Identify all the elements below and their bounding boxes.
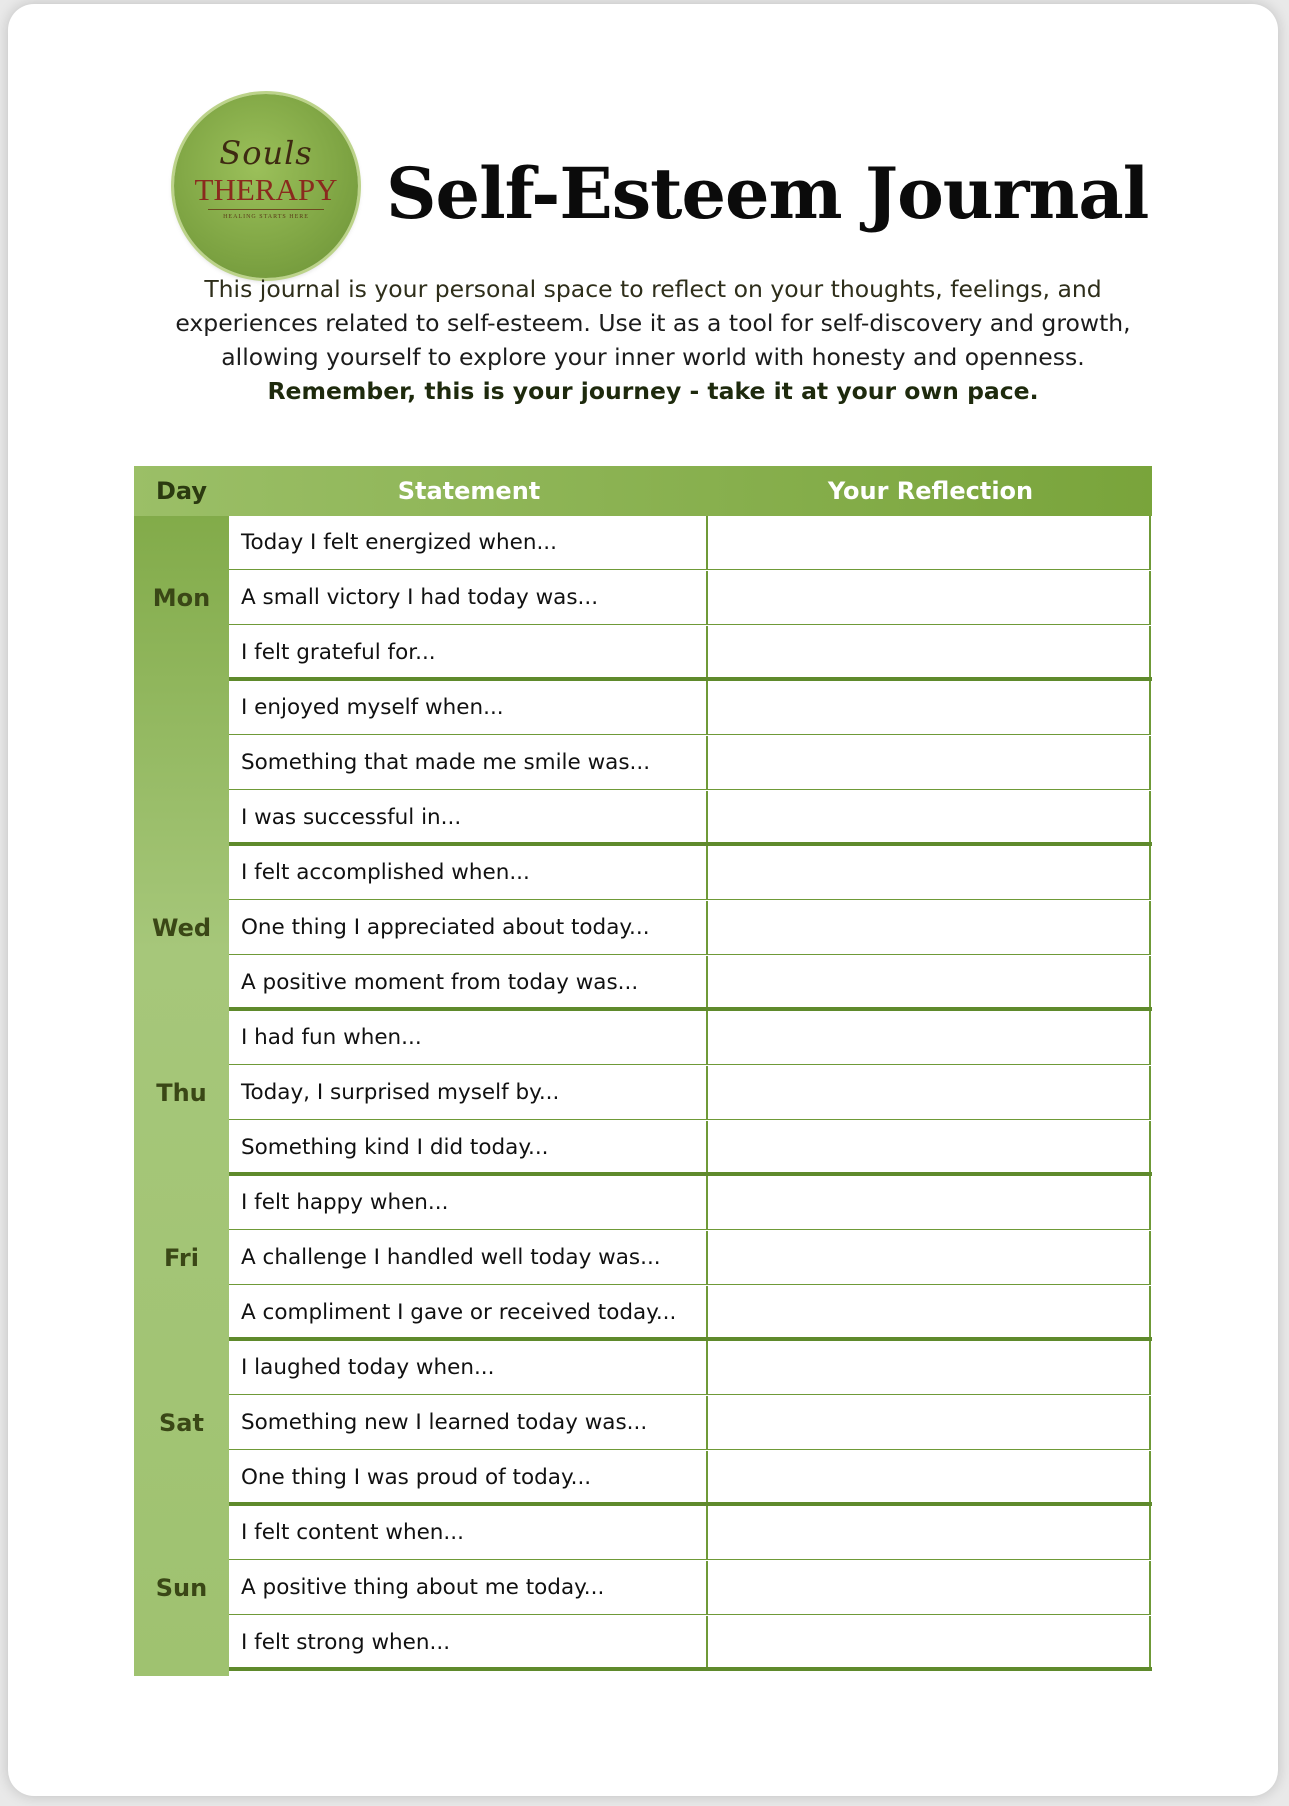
table-row (229, 846, 1152, 901)
day-label: Thu (156, 1079, 207, 1107)
statement-cell: A challenge I handled well today was... (229, 1231, 708, 1285)
logo-tagline: HEALING STARTS HERE (223, 214, 309, 220)
souls-therapy-logo (174, 94, 358, 278)
reflection-cell[interactable] (708, 1616, 1151, 1670)
reflection-cell[interactable] (708, 626, 1151, 680)
day-group (134, 846, 1152, 1011)
day-label: Sun (155, 1574, 208, 1602)
statement-cell: I was successful in... (229, 791, 708, 845)
statement-cell: A positive moment from today was... (229, 956, 708, 1010)
statement-cell: A positive thing about me today... (229, 1561, 708, 1615)
reflection-cell[interactable] (708, 1176, 1151, 1230)
reflection-cell[interactable] (708, 1451, 1151, 1505)
reflection-cell[interactable] (708, 1066, 1151, 1120)
journal-table (134, 466, 1152, 1676)
table-row (229, 1506, 1152, 1561)
table-row (229, 1616, 1152, 1671)
table-row (229, 681, 1152, 736)
intro-line-1: This journal is your personal space to reflect on your thoughts, feelings, and (204, 275, 1102, 303)
day-group (134, 1506, 1152, 1671)
reflection-cell[interactable] (708, 1231, 1151, 1285)
statement-cell: I enjoyed myself when... (229, 681, 708, 735)
statement-cell: Something that made me smile was... (229, 736, 708, 790)
statement-cell: I laughed today when... (229, 1341, 708, 1395)
intro-emphasis: Remember, this is your journey - take it at your own pace. (267, 377, 1039, 405)
table-row (229, 1121, 1152, 1176)
table-row (229, 1066, 1152, 1121)
logo-divider (208, 209, 324, 210)
statement-cell: Something new I learned today was... (229, 1396, 708, 1450)
table-row (229, 1176, 1152, 1231)
day-label (134, 681, 229, 846)
reflection-cell[interactable] (708, 1396, 1151, 1450)
reflection-cell[interactable] (708, 1561, 1151, 1615)
statement-cell: Today I felt energized when... (229, 516, 708, 570)
table-row (229, 626, 1152, 681)
reflection-cell[interactable] (708, 1011, 1151, 1065)
table-row (229, 1341, 1152, 1396)
journal-page (8, 4, 1278, 1796)
reflection-cell[interactable] (708, 681, 1151, 735)
statement-cell: One thing I appreciated about today... (229, 901, 708, 955)
statement-cell: I had fun when... (229, 1011, 708, 1065)
statement-cell: One thing I was proud of today... (229, 1451, 708, 1505)
intro-line-3: allowing yourself to explore your inner world with honesty and openness. (221, 343, 1085, 371)
header-reflection: Your Reflection (827, 477, 1034, 505)
statement-cell: I felt strong when... (229, 1616, 708, 1670)
statement-cell: A compliment I gave or received today... (229, 1286, 708, 1340)
statement-cell: I felt grateful for... (229, 626, 708, 680)
intro-line-2: experiences related to self-esteem. Use it as a tool for self-discovery and growth, (175, 309, 1131, 337)
reflection-cell[interactable] (708, 736, 1151, 790)
logo-script-text: Souls (219, 134, 313, 172)
reflection-cell[interactable] (708, 516, 1151, 570)
day-label: Fri (164, 1244, 199, 1272)
day-label: Mon (152, 584, 211, 612)
day-group (134, 1176, 1152, 1341)
reflection-cell[interactable] (708, 791, 1151, 845)
statement-cell: Today, I surprised myself by... (229, 1066, 708, 1120)
statement-cell: A small victory I had today was... (229, 571, 708, 625)
statement-cell: I felt content when... (229, 1506, 708, 1560)
table-row (229, 736, 1152, 791)
day-group (134, 516, 1152, 681)
reflection-cell[interactable] (708, 571, 1151, 625)
day-group-divider (229, 1667, 1152, 1671)
table-row (229, 791, 1152, 846)
table-header-row (134, 466, 1152, 516)
table-row (229, 1011, 1152, 1066)
reflection-cell[interactable] (708, 901, 1151, 955)
table-row (229, 1286, 1152, 1341)
table-row (229, 516, 1152, 571)
day-group (134, 1011, 1152, 1176)
statement-cell: I felt happy when... (229, 1176, 708, 1230)
day-label: Sat (159, 1409, 204, 1437)
day-label: Wed (151, 914, 212, 942)
statement-cell: I felt accomplished when... (229, 846, 708, 900)
reflection-cell[interactable] (708, 846, 1151, 900)
header-statement: Statement (397, 477, 541, 505)
page-title: Self-Esteem Journal (386, 152, 1149, 235)
day-group (134, 1341, 1152, 1506)
table-row (229, 956, 1152, 1011)
page-header (8, 4, 1278, 424)
table-row (229, 1451, 1152, 1506)
reflection-cell[interactable] (708, 956, 1151, 1010)
table-row (229, 1231, 1152, 1286)
intro-paragraph (108, 272, 1198, 408)
reflection-cell[interactable] (708, 1121, 1151, 1175)
header-day: Day (155, 477, 208, 505)
table-row (229, 1396, 1152, 1451)
reflection-cell[interactable] (708, 1506, 1151, 1560)
logo-name-text: THERAPY (194, 172, 338, 207)
statement-cell: Something kind I did today... (229, 1121, 708, 1175)
day-group (134, 681, 1152, 846)
table-row (229, 901, 1152, 956)
reflection-cell[interactable] (708, 1341, 1151, 1395)
table-row (229, 1561, 1152, 1616)
table-row (229, 571, 1152, 626)
reflection-cell[interactable] (708, 1286, 1151, 1340)
